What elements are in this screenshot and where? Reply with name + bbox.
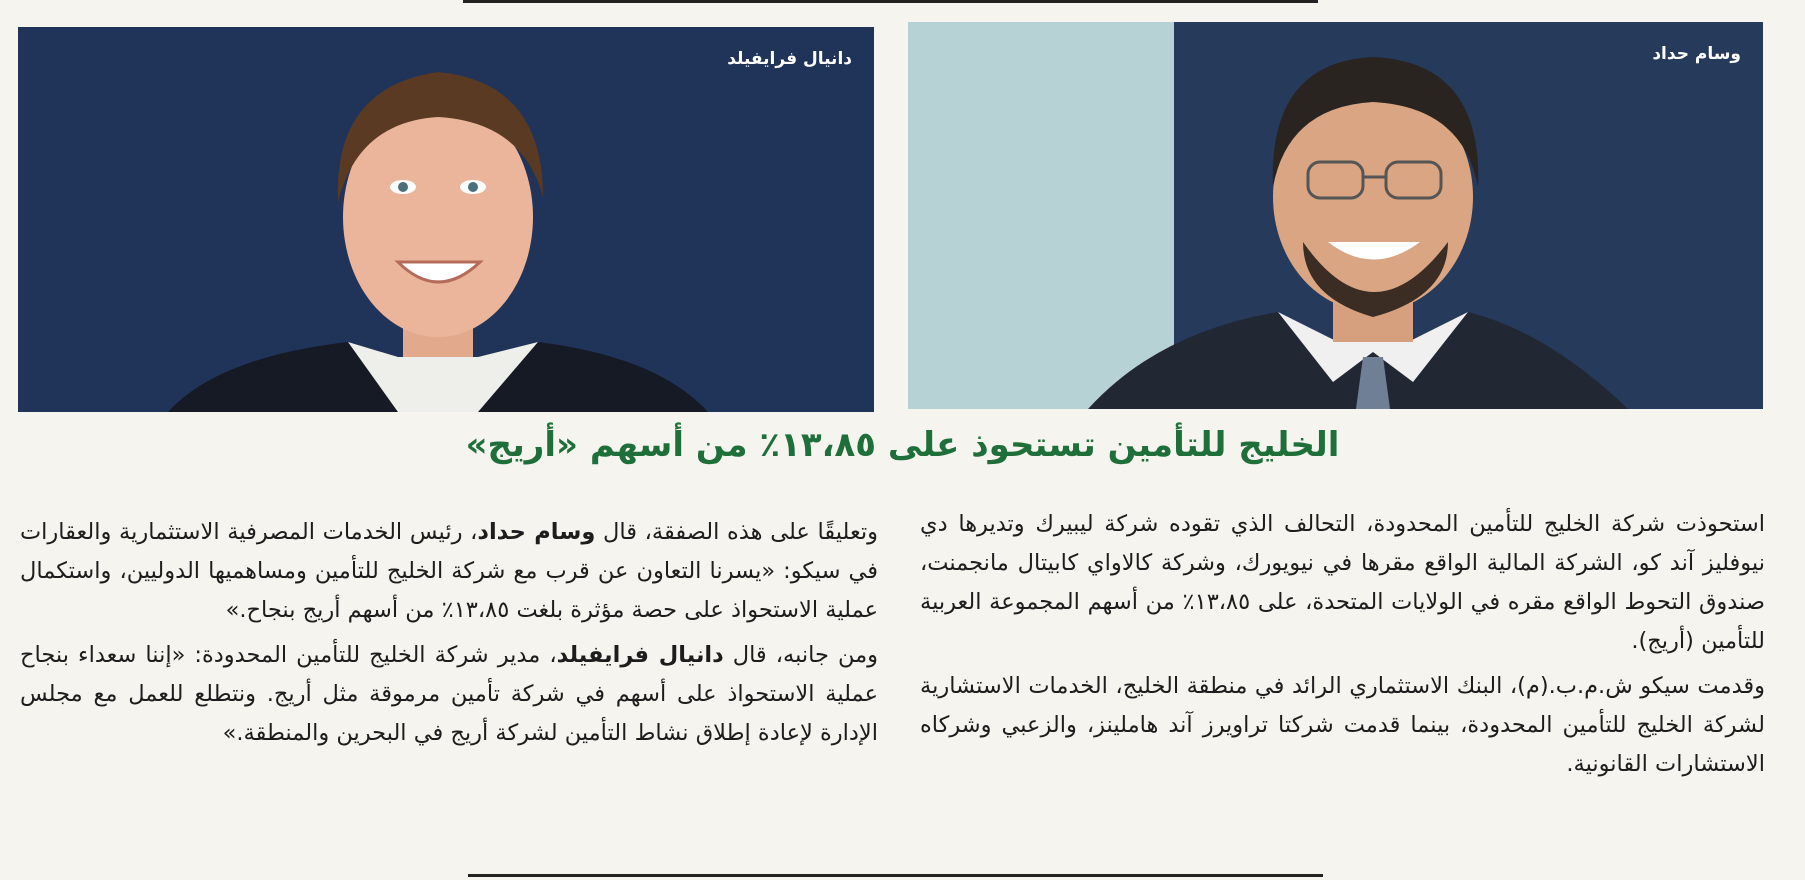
- speaker-name-haddad: وسام حداد: [477, 519, 596, 545]
- portrait-illustration: [18, 27, 874, 412]
- bottom-rule: [468, 874, 1323, 877]
- portrait-illustration: [908, 22, 1763, 409]
- paragraph-4-rest: ، مدير شركة الخليج للتأمين المحدودة: «إننا سعداء بنجاح عملية الاستحواذ على أسهم في شركة تأمين مرموقة مثل أريج. ونتطلع للعمل مع مجلس الإدارة لإعادة إطلاق نشاط التأمين لشركة أريج في البحرين والمنطقة.»: [20, 642, 878, 746]
- paragraph-4: [20, 636, 878, 753]
- photo-caption-right: وسام حداد: [1652, 44, 1741, 64]
- photo-caption-left: دانيال فرايفيلد: [727, 49, 852, 69]
- top-rule: [463, 0, 1318, 3]
- article-column-left: [20, 513, 878, 759]
- photo-wissam-haddad: [908, 22, 1763, 409]
- paragraph-4-start: ومن جانبه، قال: [723, 642, 878, 668]
- paragraph-2: وقدمت سيكو ش.م.ب.(م)، البنك الاستثماري الرائد في منطقة الخليج، الخدمات الاستشارية لشركة الخليج للتأمين المحدودة، بينما قدمت شركتا تراويرز آند هاملينز، والزعبي وشركاه الاستشارات القانونية.: [920, 673, 1765, 777]
- paragraph-1: استحوذت شركة الخليج للتأمين المحدودة، التحالف الذي تقوده شركة ليبيرك وتديرها دي نيوفليز آند كو، الشركة المالية الواقع مقرها في نيويورك، وشركة كالاواي كابيتال مانجمنت، صندوق التحوط الواقع مقره في الولايات المتحدة، على ١٣،٨٥٪ من أسهم المجموعة العربية للتأمين (أريج).: [920, 511, 1766, 654]
- paragraph-3-start: وتعليقًا على هذه الصفقة، قال: [595, 519, 878, 545]
- paragraph-3: [20, 513, 878, 630]
- speaker-name-freifeld: دانيال فرايفيلد: [556, 642, 724, 668]
- article-headline: الخليج للتأمين تستحوذ على ١٣،٨٥٪ من أسهم «أريج»: [465, 425, 1340, 465]
- paragraph-3-rest: ، رئيس الخدمات المصرفية الاستثمارية والعقارات في سيكو: «يسرنا التعاون عن قرب مع شركة الخليج للتأمين ومساهميها الدوليين، واستكمال عملية الاستحواذ على حصة مؤثرة بلغت ١٣،٨٥٪ من أسهم أريج بنجاح.»: [20, 519, 878, 623]
- photo-daniel-freifeld: [18, 27, 874, 412]
- article-column-right: [920, 505, 1765, 790]
